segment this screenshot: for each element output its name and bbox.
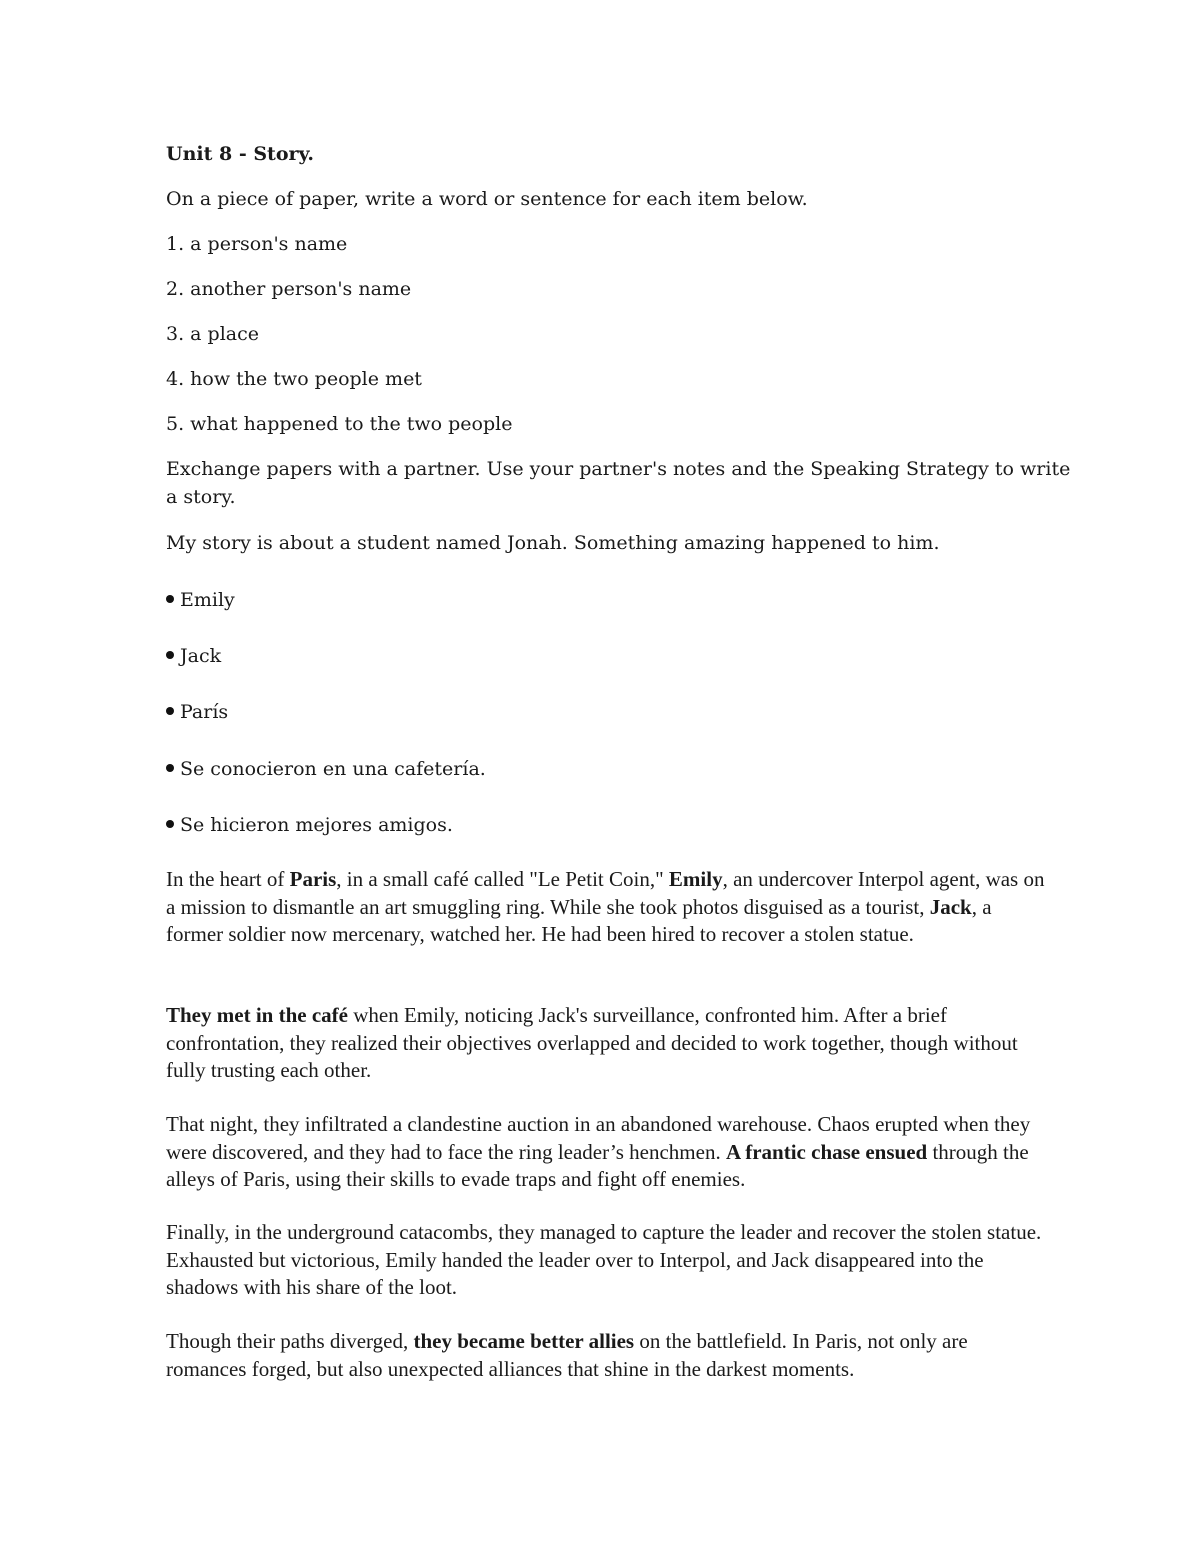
bullet-item-name1: Emily bbox=[166, 587, 235, 614]
exchange-instruction-line1: Exchange papers with a partner. Use your partner's notes and the Speaking Strategy to write bbox=[166, 458, 1071, 480]
instruction-text: On a piece of paper, write a word or sentence for each item below. bbox=[166, 188, 808, 210]
bullet-item-what-happened: Se hicieron mejores amigos. bbox=[166, 812, 453, 839]
bullet-icon bbox=[166, 707, 174, 715]
story-paragraph-1: In the heart of Paris, in a small café called "Le Petit Coin," Emily, an undercover Interpol agent, was on a mission to dismantle an art smuggling ring. While she took photos disguised as a tourist, Jack, a former soldier now mercenary, watched her. He had been hired to recover a stolen statue. bbox=[166, 867, 1045, 946]
bullet-item-name2: Jack bbox=[166, 643, 221, 670]
bullet-icon bbox=[166, 595, 174, 603]
bullet-icon bbox=[166, 764, 174, 772]
story-paragraph-2: They met in the café when Emily, noticing Jack's surveillance, confronted him. After a brief confrontation, they realized their objectives overlapped and decided to work together, though without fully trusting each other. bbox=[166, 1003, 1018, 1082]
exchange-instruction-line2: a story. bbox=[166, 486, 236, 508]
bullet-icon bbox=[166, 651, 174, 659]
list-item: 3. a place bbox=[166, 323, 259, 345]
list-item: 1. a person's name bbox=[166, 233, 348, 255]
bullet-icon bbox=[166, 820, 174, 828]
document-title: Unit 8 - Story. bbox=[166, 143, 314, 165]
list-item: 2. another person's name bbox=[166, 278, 412, 300]
story-paragraph-4: Finally, in the underground catacombs, they managed to capture the leader and recover the stolen statue. Exhausted but victorious, Emily handed the leader over to Interpol, and Jack disappeared into the shadows with his share of the loot. bbox=[166, 1220, 1042, 1299]
example-sentence: My story is about a student named Jonah. Something amazing happened to him. bbox=[166, 532, 940, 554]
story-paragraph-3: That night, they infiltrated a clandestine auction in an abandoned warehouse. Chaos erupted when they were discovered, and they had to face the ring leader’s henchmen. A frantic chase ensued through the alleys of Paris, using their skills to evade traps and fight off enemies. bbox=[166, 1112, 1031, 1191]
story-paragraph-5: Though their paths diverged, they became better allies on the battlefield. In Paris, not only are romances forged, but also unexpected alliances that shine in the darkest moments. bbox=[166, 1329, 968, 1381]
bullet-item-how-met: Se conocieron en una cafetería. bbox=[166, 756, 486, 783]
list-item: 4. how the two people met bbox=[166, 368, 422, 390]
list-item: 5. what happened to the two people bbox=[166, 413, 513, 435]
bullet-item-place: París bbox=[166, 699, 228, 726]
